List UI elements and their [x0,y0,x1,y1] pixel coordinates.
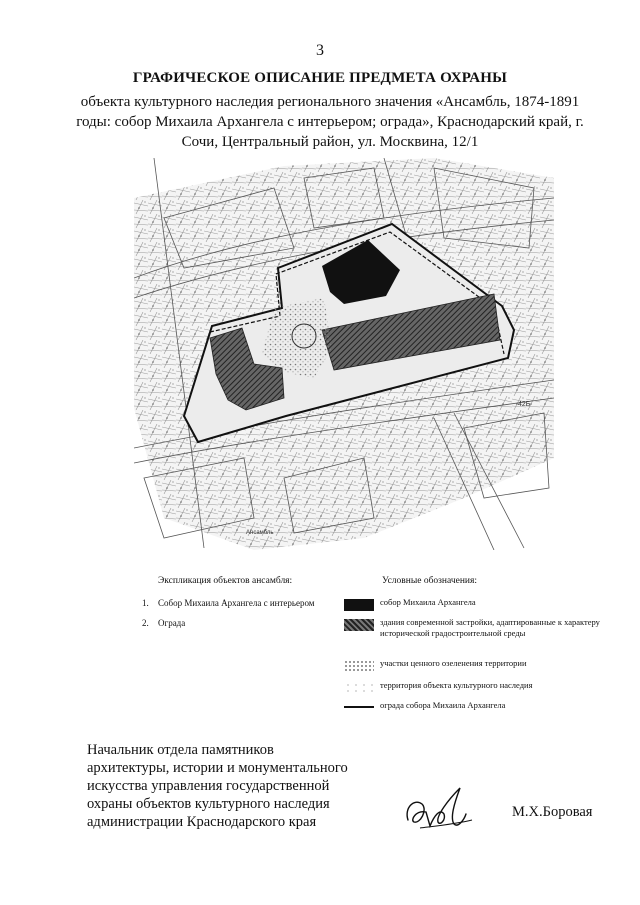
subtitle-line-3: Сочи, Центральный район, ул. Москвина, 12/1 [181,134,479,150]
cadastral-map [134,158,554,550]
subtitle-line-2: годы: собор Михаила Архангела с интерьером; ограда», Краснодарский край, г. [76,114,584,130]
explication-title: Экспликация объектов ансамбля: [158,576,293,586]
page-number: 3 [316,42,324,59]
explication-item-1-text: Собор Михаила Архангела с интерьером [158,598,315,608]
legend-item-fence [344,700,604,728]
handwritten-signature [400,780,490,840]
legend-swatch-dotted [344,660,374,672]
legend-title: Условные обозначения: [382,576,478,586]
signer-position-line-2: архитектуры, истории и монументального [87,760,348,776]
legend-item-text: территория объекта культурного наследия [380,680,533,690]
legend-item-text: ограда собора Михаила Архангела [380,700,506,710]
legend-swatch-solid [344,599,374,611]
signer-position-line-4: охраны объектов культурного наследия [87,796,330,812]
document-subtitle [70,92,590,152]
map-label-42b: 42Б [518,401,531,408]
signer-position-line-5: администрации Краснодарского края [87,814,317,830]
explication-item-1-number: 1. [142,598,149,608]
legend-swatch-line [344,706,374,708]
explication-item-2-number: 2. [142,618,149,628]
map-bottom-caption: Ансамбль [246,530,274,536]
legend-item-text: собор Михаила Архангела [380,597,476,607]
legend-item-modern-buildings [344,617,604,653]
signature-block [87,741,387,831]
document-title: ГРАФИЧЕСКОЕ ОПИСАНИЕ ПРЕДМЕТА ОХРАНЫ [132,70,508,86]
subtitle-line-1: объекта культурного наследия регионального значения «Ансамбль, 1874-1891 [80,94,580,110]
legend-swatch-hatched [344,619,374,631]
legend-item-text: участки ценного озеленения территории [380,658,527,668]
legend-swatch-faint [344,682,374,694]
explication-item-2-text: Ограда [158,618,186,628]
signer-name: М.Х.Боровая [512,804,593,820]
legend-item-text: здания современной застройки, адаптированные к характеру исторической градостроительной среды [380,617,600,638]
signer-position-line-1: Начальник отдела памятников [87,742,274,758]
signer-position-line-3: искусства управления государственной [87,778,330,794]
